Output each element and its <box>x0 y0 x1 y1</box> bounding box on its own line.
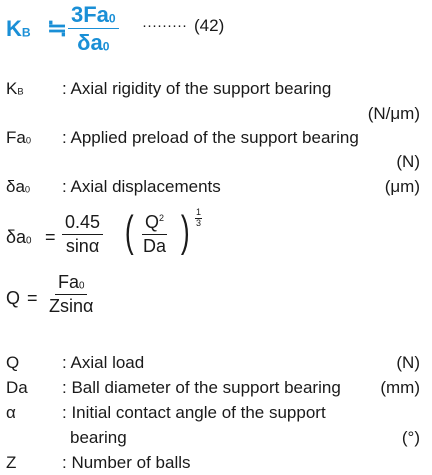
formula-da-inner-fraction <box>140 212 169 256</box>
def-unit-kb: (N/μm) <box>367 104 420 123</box>
def-desc-fa0: : Applied preload of the support bearing <box>62 128 359 147</box>
def-desc-alpha-cont: bearing <box>70 428 127 447</box>
def-unit-da0: (μm) <box>384 177 420 196</box>
def-unit-da: (mm) <box>380 378 420 397</box>
def-desc-kb: : Axial rigidity of the support bearing <box>62 79 332 98</box>
formula-da-inner-denominator: Da <box>143 235 167 256</box>
def-symbol-fa0: Fa0 <box>6 128 32 147</box>
def-symbol-kb: KB <box>6 79 24 98</box>
formula-42-lhs: KB <box>6 16 31 41</box>
formula-da-paren-close: ) <box>180 207 190 256</box>
formula-da-exponent: $\frac{1}{3}$ <box>196 207 202 228</box>
formula-42-approx: ≒ <box>47 15 68 42</box>
formula-q-equals: = <box>27 288 38 308</box>
formula-42-number: (42) <box>194 16 225 35</box>
formula-42-fraction <box>68 2 119 56</box>
def-symbol-z: Z <box>6 453 17 472</box>
def-symbol-da: Da <box>6 378 28 397</box>
formula-q-numerator: Fa0 <box>55 272 88 295</box>
formula-da-numerator: 0.45 <box>62 212 103 235</box>
formula-da-fraction <box>62 212 103 256</box>
def-unit-q: (N) <box>396 353 420 372</box>
formula-da-equals: = <box>45 227 56 247</box>
def-desc-da: : Ball diameter of the support bearing <box>62 378 341 397</box>
def-symbol-alpha: α <box>6 403 16 422</box>
formula-q-denominator: Zsinα <box>49 295 94 316</box>
def-desc-da0: : Axial displacements <box>62 177 221 196</box>
def-symbol-q: Q <box>6 353 20 372</box>
def-unit-alpha: (°) <box>401 428 420 447</box>
formula-da-denominator: sinα <box>65 235 100 256</box>
def-desc-alpha: : Initial contact angle of the support <box>62 403 326 422</box>
def-desc-z: : Number of balls <box>62 453 191 472</box>
def-desc-q: : Axial load <box>62 353 145 372</box>
def-unit-fa0: (N) <box>396 152 420 171</box>
formula-42-numerator: 3Fa0 <box>68 2 119 29</box>
formula-42-dots: ········· <box>142 17 187 34</box>
def-symbol-da0: δa0 <box>6 177 31 196</box>
formula-da-paren-open: ( <box>124 207 134 256</box>
formula-da-lhs: δa0 <box>6 227 32 247</box>
formula-42-denominator: δa0 <box>77 30 110 56</box>
formula-da-inner-numerator: $Q^2$ <box>142 212 167 235</box>
formula-q-fraction <box>46 272 96 316</box>
formula-q-lhs: Q <box>6 288 21 308</box>
